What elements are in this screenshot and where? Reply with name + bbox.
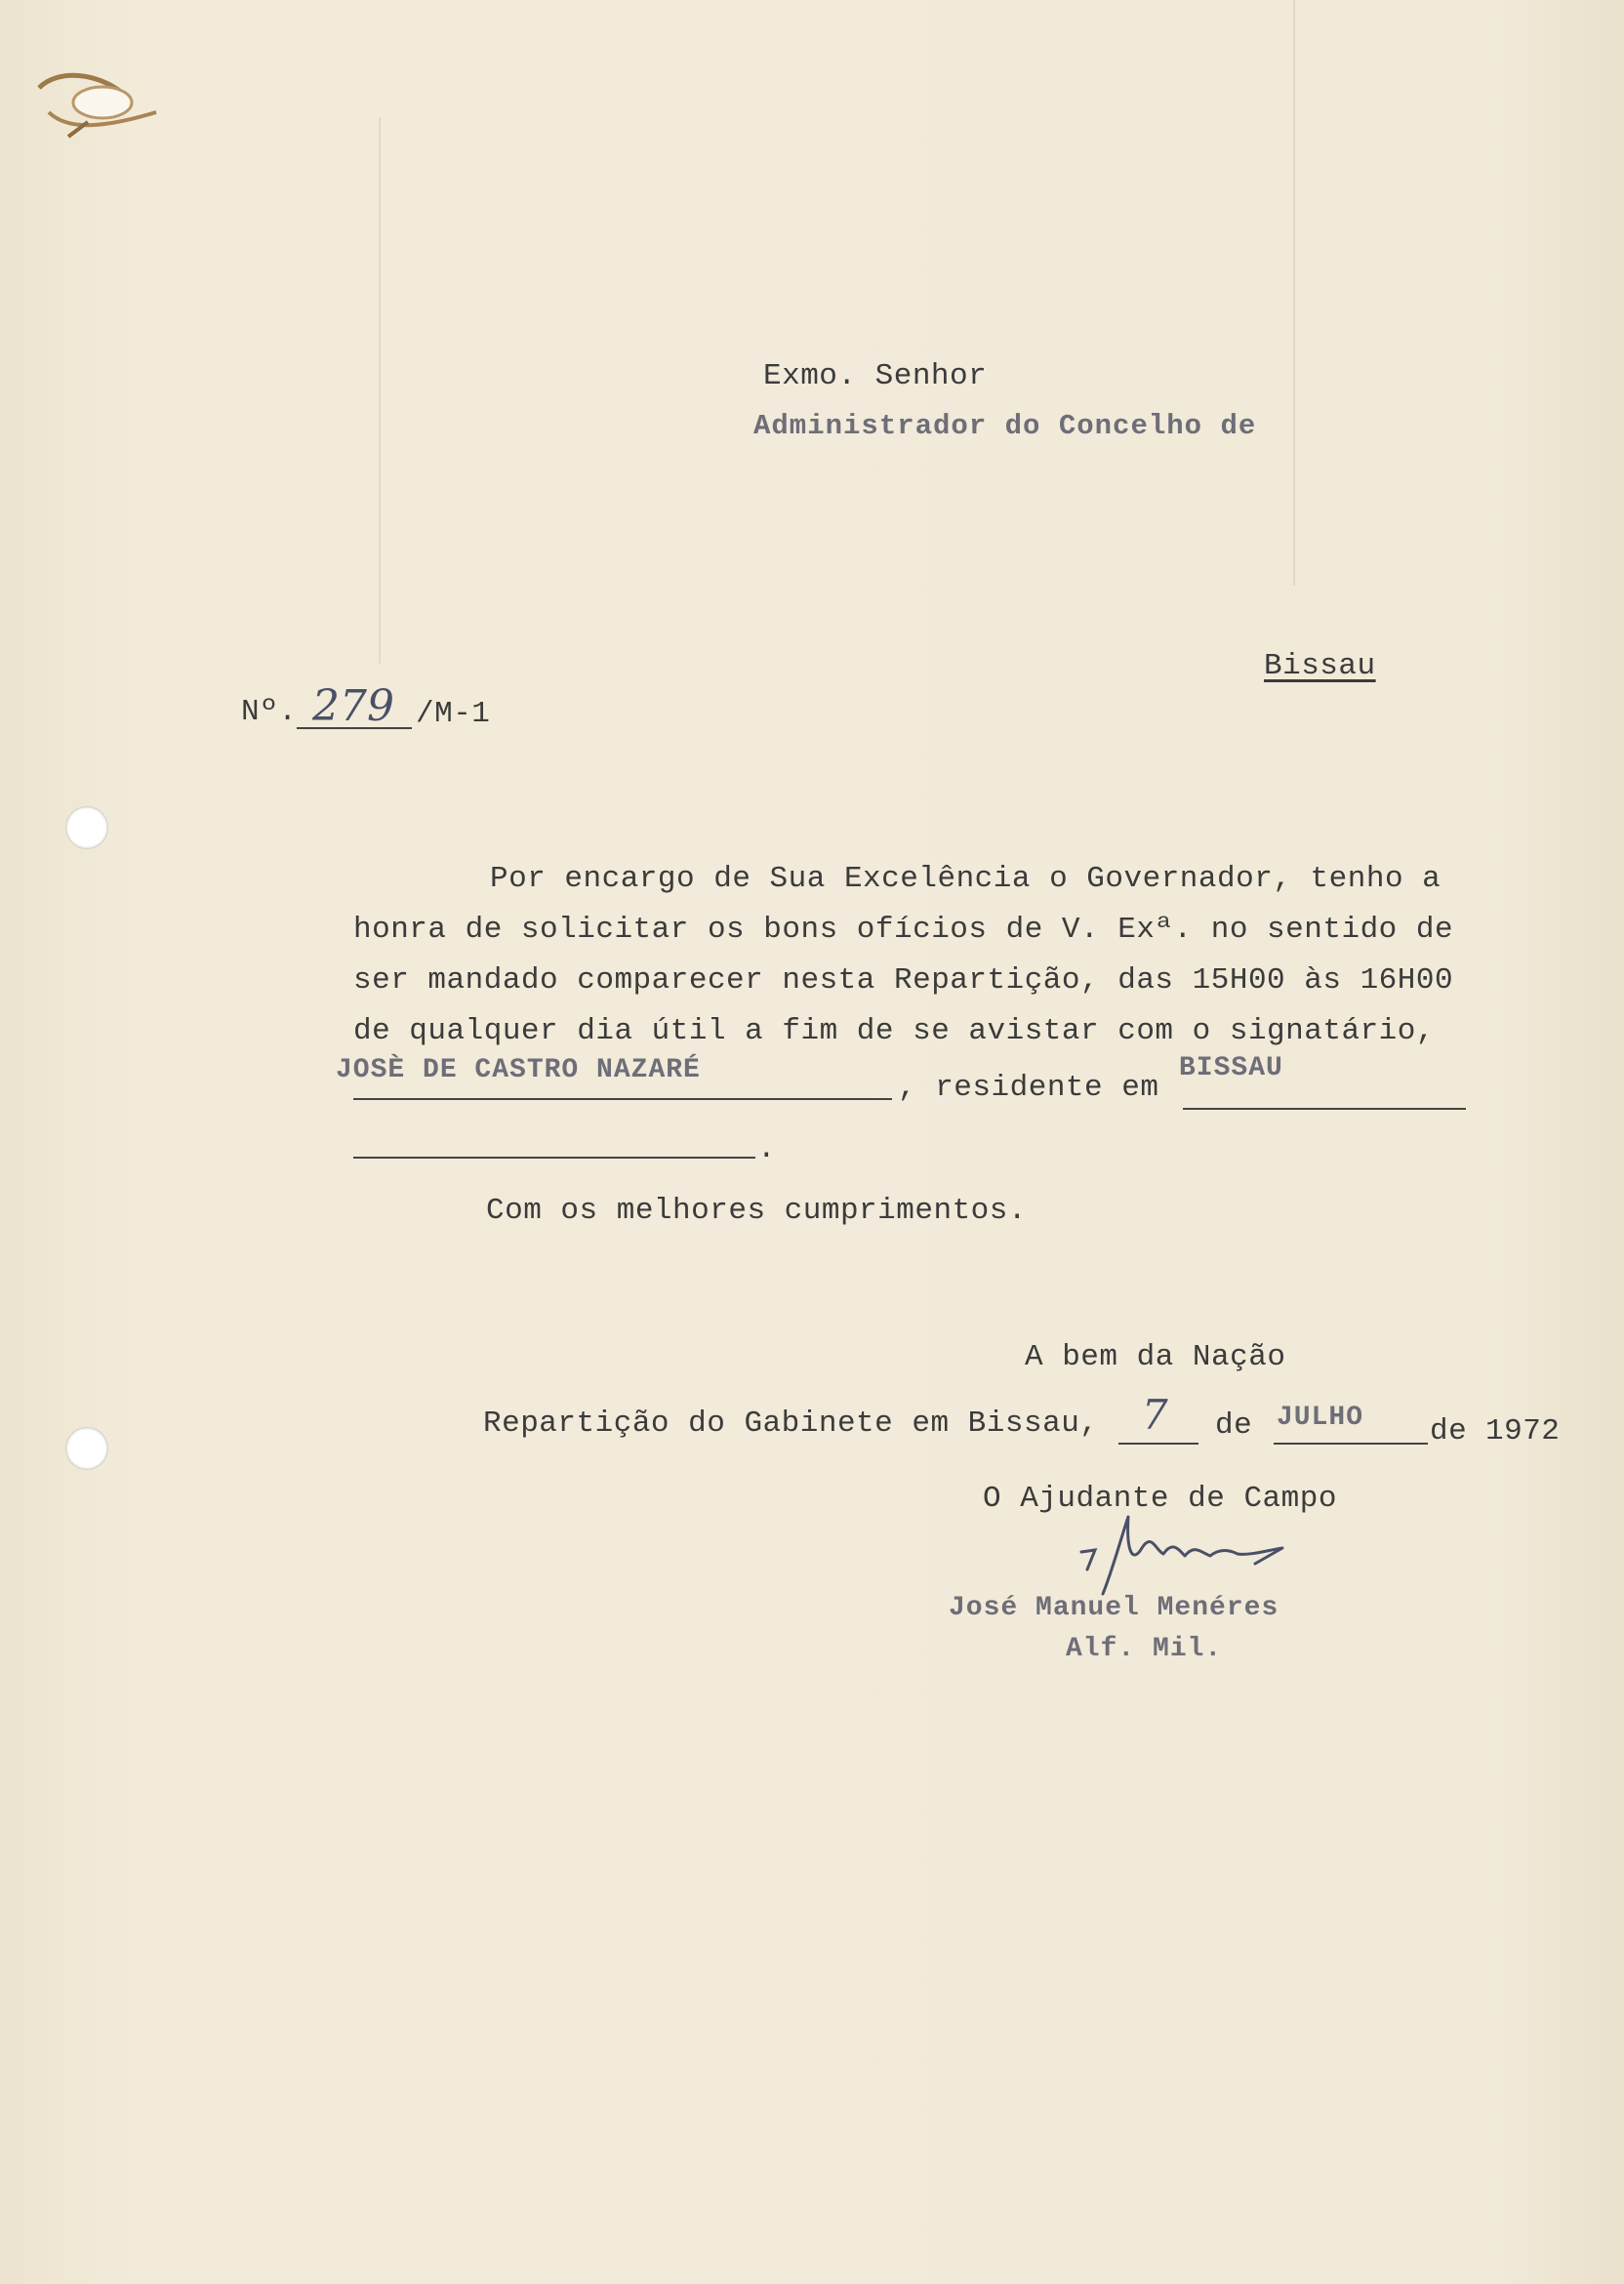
signatory-name: José Manuel Menéres xyxy=(949,1593,1279,1623)
residence-continuation-underline xyxy=(353,1157,755,1159)
city-header: Bissau xyxy=(1264,649,1376,683)
date-day-underline xyxy=(1118,1443,1198,1445)
body-line-3: ser mandado comparecer nesta Repartição, das 15H00 às 16H00 xyxy=(353,963,1454,998)
motto: A bem da Nação xyxy=(1025,1340,1286,1374)
signatory-role: O Ajudante de Campo xyxy=(983,1482,1337,1516)
reference-number: 279 xyxy=(312,681,394,731)
handwritten-signature xyxy=(1074,1511,1308,1599)
paper-crease xyxy=(379,117,381,664)
date-year: 1972 xyxy=(1485,1414,1561,1448)
date-month-underline xyxy=(1274,1443,1428,1445)
date-month: JULHO xyxy=(1277,1403,1364,1433)
staple-remnant-icon xyxy=(29,59,166,156)
closing-line: Com os melhores cumprimentos. xyxy=(486,1194,1027,1228)
date-day: 7 xyxy=(1142,1391,1168,1439)
date-line-prefix: Repartição do Gabinete em Bissau, xyxy=(483,1407,1099,1441)
body-line-1: Por encargo de Sua Excelência o Governador, tenho a xyxy=(490,862,1441,896)
residence-value: BISSAU xyxy=(1179,1053,1283,1083)
signatory-rank: Alf. Mil. xyxy=(1066,1634,1223,1664)
date-de-2: de xyxy=(1430,1414,1468,1448)
reference-suffix: /M-1 xyxy=(416,697,491,731)
residence-underline xyxy=(1183,1108,1466,1110)
recipient-title: Administrador do Concelho de xyxy=(753,410,1257,442)
residence-label: , residente em xyxy=(898,1071,1159,1105)
body-end-period: . xyxy=(757,1132,777,1166)
reference-underline xyxy=(297,727,412,729)
body-line-2: honra de solicitar os bons ofícios de V. Exª. no sentido de xyxy=(353,913,1454,947)
paper-crease xyxy=(1293,0,1295,586)
body-line-4: de qualquer dia útil a fim de se avistar com o signatário, xyxy=(353,1014,1435,1048)
salutation: Exmo. Senhor xyxy=(763,359,988,393)
punch-hole xyxy=(65,1427,108,1470)
punch-hole xyxy=(65,806,108,849)
person-name: JOSÈ DE CASTRO NAZARÉ xyxy=(336,1055,701,1085)
reference-prefix: Nº. xyxy=(241,695,298,729)
person-name-underline xyxy=(353,1098,892,1100)
date-de-1: de xyxy=(1215,1408,1253,1443)
